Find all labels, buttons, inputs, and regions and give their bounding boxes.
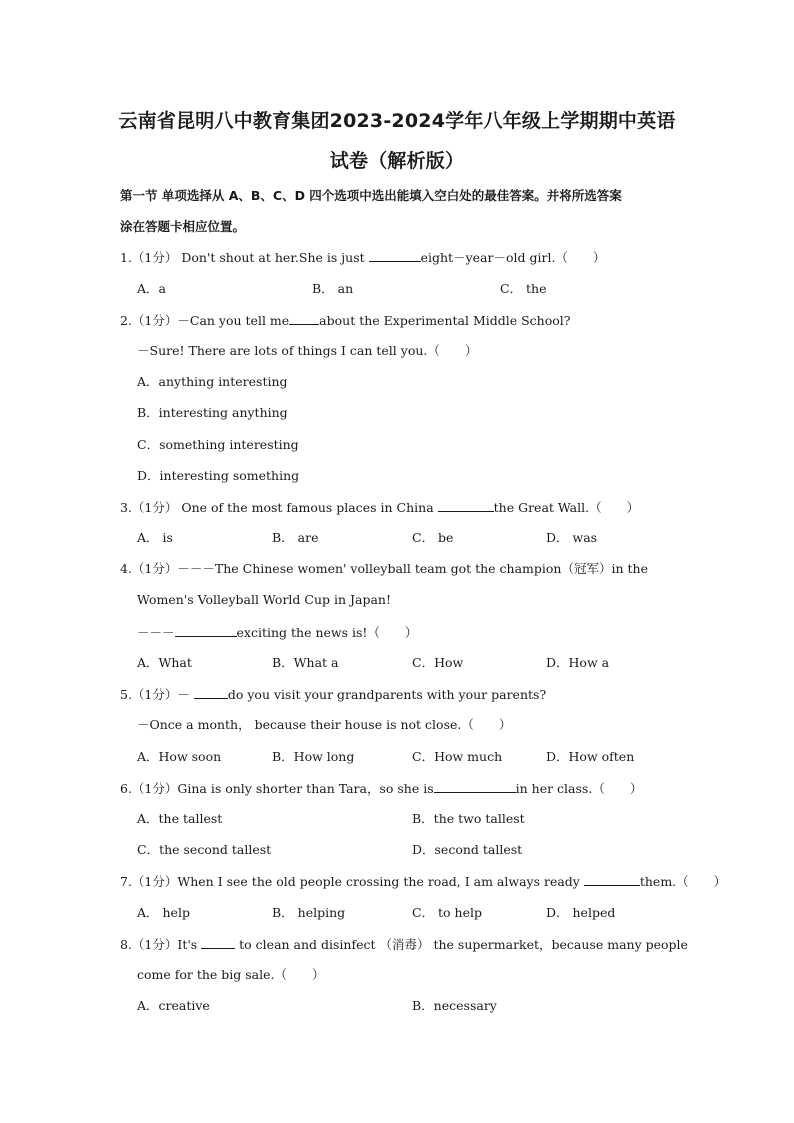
question-4-option-a: A．What [137,655,192,670]
question-6-stem-part-a: 6.（1分）Gina is only shorter than Tara，so she is [120,781,434,796]
question-5-option-b: B．How long [272,749,355,764]
question-4-stem-line-2: Women's Volleyball World Cup in Japan! [137,592,392,607]
question-3-option-b: B． are [272,530,319,545]
question-6-option-d: D．second tallest [412,842,523,857]
question-5-stem [120,686,546,703]
question-2-option-c: C．something interesting [137,437,299,452]
answer-blank [584,873,640,886]
question-1-stem-part-a: 1.（1分） Don't shout at her.She is just [120,250,369,265]
question-3-stem-part-a: 3.（1分） One of the most famous places in China [120,500,438,515]
question-3-stem [120,499,639,516]
answer-blank [369,249,421,262]
question-6-option-a: A．the tallest [137,811,223,826]
question-7-option-d: D． helped [546,905,616,920]
question-8-option-a: A．creative [137,998,210,1013]
section-instruction-line-1: 第一节 单项选择从 A、B、C、D 四个选项中选出能填入空白处的最佳答案。并将所选答案 [120,188,622,203]
question-5-option-d: D．How often [546,749,635,764]
question-7-option-a: A． help [137,905,190,920]
question-4-option-c: C．How [412,655,464,670]
question-2-stem [120,312,570,329]
question-4-stem-part-a: －－－ [137,625,175,640]
question-7-option-b: B． helping [272,905,346,920]
question-2-option-a: A．anything interesting [137,374,288,389]
question-8-option-b: B．necessary [412,998,497,1013]
question-1-option-a: A．a [137,281,166,296]
question-1-option-c: C． the [500,281,547,296]
question-8-stem-line-2: come for the big sale.（ ） [137,967,325,982]
question-6-stem-part-b: in her class.（ ） [515,781,643,796]
question-3-option-a: A． is [137,530,173,545]
question-3-option-c: C． be [412,530,454,545]
question-2-stem-part-b: about the Experimental Middle School? [319,313,571,328]
question-1-stem-part-b: eight－year－old girl.（ ） [420,250,606,265]
question-4-stem-line-3 [137,624,417,641]
question-7-stem-part-a: 7.（1分）When I see the old people crossing the road, I am always ready [120,874,584,889]
question-6-option-b: B．the two tallest [412,811,525,826]
section-instruction-line-2: 涂在答题卡相应位置。 [120,219,246,234]
question-5-stem-part-a: 5.（1分）－ [120,687,194,702]
question-2-option-d: D．interesting something [137,468,300,483]
question-6-stem [120,780,642,797]
answer-blank [194,686,228,699]
exam-title-line-2: 试卷（解析版） [329,150,465,172]
question-2-stem-part-a: 2.（1分）－Can you tell me [120,313,290,328]
question-4-stem-part-b: exciting the news is!（ ） [236,625,418,640]
question-8-stem [120,936,688,953]
question-7-option-c: C． to help [412,905,483,920]
question-7-stem [120,873,726,890]
question-3-option-d: D． was [546,530,598,545]
question-4-option-b: B．What a [272,655,339,670]
answer-blank [289,312,319,325]
answer-blank [175,624,237,637]
exam-title-line-1: 云南省昆明八中教育集团2023-2024学年八年级上学期期中英语 [118,110,676,132]
question-2-response: －Sure! There are lots of things I can tell you.（ ） [137,343,478,358]
question-5-response: －Once a month， because their house is not close.（ ） [137,717,512,732]
question-1-stem [120,249,605,266]
question-5-stem-part-b: do you visit your grandparents with your parents? [227,687,547,702]
question-2-option-b: B．interesting anything [137,405,288,420]
answer-blank [201,936,235,949]
question-8-stem-part-b: to clean and disinfect （消毒） the supermarket，because many people [235,937,688,952]
answer-blank [438,499,494,512]
question-1-option-b: B． an [312,281,354,296]
question-6-option-c: C．the second tallest [137,842,272,857]
question-4-stem-line-1: 4.（1分）－－－The Chinese women' volleyball team got the champion（冠军）in the [120,561,648,576]
question-5-option-c: C．How much [412,749,503,764]
question-4-option-d: D．How a [546,655,610,670]
question-8-stem-part-a: 8.（1分）It's [120,937,202,952]
question-5-option-a: A．How soon [137,749,222,764]
question-7-stem-part-b: them.（ ） [639,874,727,889]
question-3-stem-part-b: the Great Wall.（ ） [493,500,640,515]
answer-blank [434,780,516,793]
